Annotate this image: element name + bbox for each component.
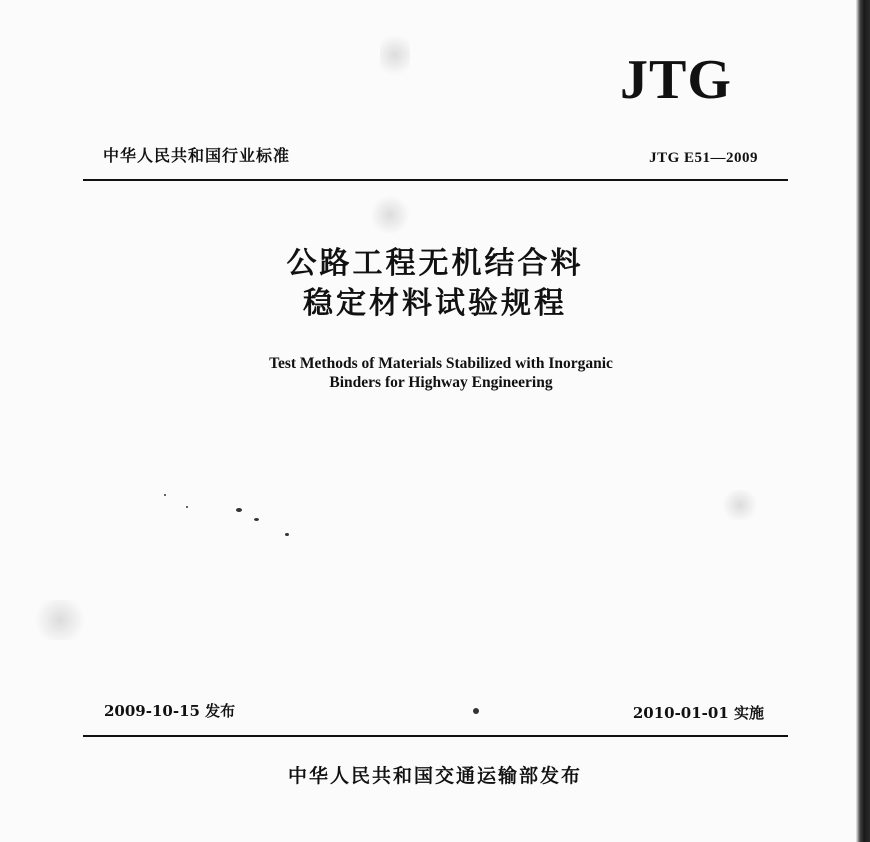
title-cn-line2: 稳定材料试验规程: [303, 286, 567, 321]
scan-noise: [30, 600, 90, 640]
jtg-logo: JTG: [620, 49, 732, 111]
title-en-line1: Test Methods of Materials Stabilized with Inorganic: [269, 355, 613, 372]
scan-speck: [285, 533, 289, 536]
scan-speck: [186, 506, 188, 508]
standard-code: JTG E51—2009: [649, 150, 758, 166]
scan-speck: [254, 518, 259, 521]
scan-noise: [370, 195, 410, 235]
publisher: 中华人民共和国交通运输部发布: [287, 765, 582, 787]
scan-noise: [720, 490, 760, 520]
implementation-date: 2010-01-01 实施: [632, 704, 764, 722]
bottom-divider: [83, 735, 788, 737]
scan-noise: [380, 30, 410, 80]
title-en-line2: Binders for Highway Engineering: [329, 374, 553, 391]
scan-edge: [856, 0, 870, 842]
title-cn-line1: 公路工程无机结合料: [286, 246, 584, 281]
top-divider: [83, 179, 788, 181]
standard-type: 中华人民共和国行业标准: [103, 146, 291, 165]
scan-speck: [473, 708, 479, 714]
issue-date: 2009-10-15 发布: [104, 702, 236, 720]
scan-speck: [236, 508, 242, 512]
scan-speck: [164, 494, 166, 496]
